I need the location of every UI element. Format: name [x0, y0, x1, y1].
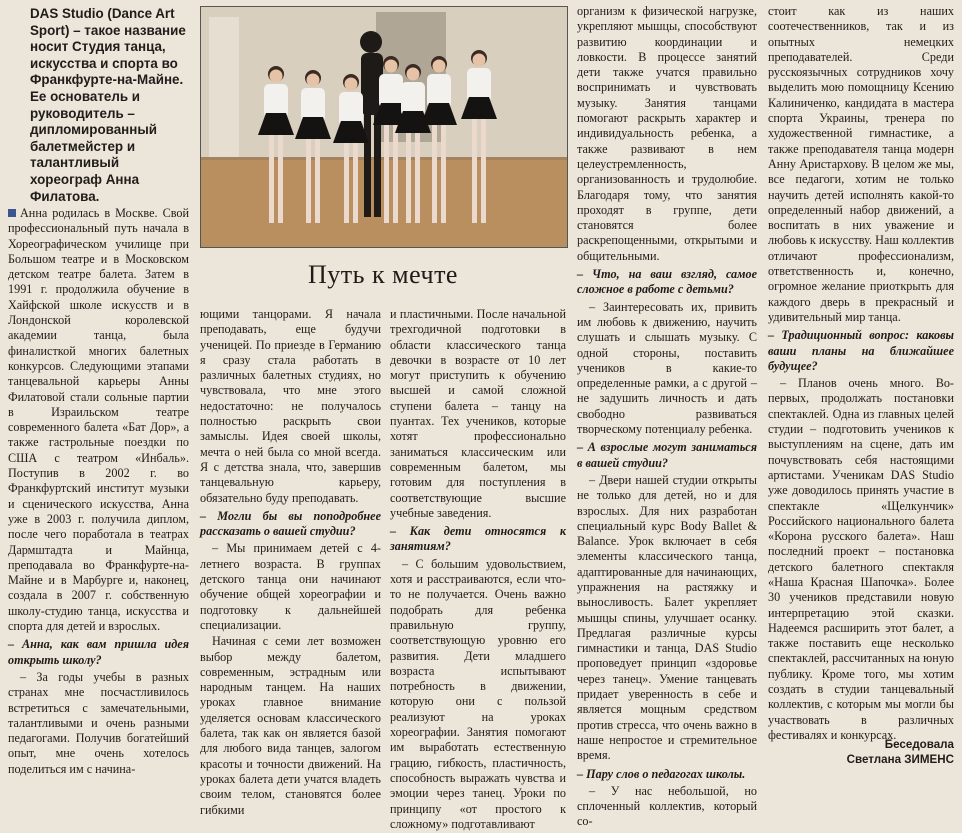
question: – А взрослые могут заниматься в вашей студии?	[577, 440, 757, 470]
question: – Как дети относятся к занятиям?	[390, 524, 566, 554]
question: – Пару слов о педагогах школы.	[577, 766, 746, 781]
column-4	[577, 4, 757, 831]
answer-paragraph: – У нас небольшой, но сплоченный коллектив, который со-	[577, 783, 757, 829]
answer-paragraph: – Планов очень много. Во-первых, продолжать постановки спектаклей. Одна из главных целей студии – подготовить учеников к выступлениям на сцене, дать им почувствовать себя настоящими артистами. Ученикам DAS Studio уже доводилось принять участие в спектакле «Щелкунчик» Российского национального балета «Корона русского балета». Наш последний проект – постановка детского балетного спектакля «Наша Красная Шапочка». Более 30 учеников представили новую интерпретацию этой сказки. Надеемся расширить этот балет, а также поставить еще несколько спектаклей, рассчитанных на юную публику. Кроме того, мы хотим создать в студии танцевальный коллектив, с которым мы могли бы участвовать в различных фестивалях и конкурсах.	[768, 376, 954, 742]
question: – Традиционный вопрос: каковы ваши планы на ближайшее будущее?	[768, 328, 954, 373]
intro-paragraph	[8, 206, 189, 634]
answer-paragraph: и пластичными. После начальной трехгодичной подготовки в области классического танца девочки в возрасте от 10 лет могут приступить к обучению высшей и самой сложной ступени балета – танцу на пуантах. Тех учеников, которые хотят профессионально заниматься классическим или современным балетом, мы готовим для поступления в соответствующие высшие учебные заведения.	[390, 307, 566, 520]
intro-text: Анна родилась в Москве. Свой профессиональный путь начала в Хореографическом училище при Большом театре и в Московском детском театре балета. Затем в 1991 г. продолжила обучение в Хайфской школе искусств и в Лондонской королевской академии танца, была финалисткой многих балетных конкурсов. Следующими этапами танцевальной карьеры Анны Филатовой стали сольные партии в Израильском театре современного балета «Бат Дор», а также гастрольные поездки по США с театром «Инбаль». Поступив в 2002 г. во Франкфуртский институт музыки и сценического искусства, Анна уже в 2003 г. получила диплом, после чего поработала в театрах Дармштадта и Майнца, преподавала во Франкфурте-на-Майне и в Марбурге и, наконец, создала в 2007 г. собственную школу-студию танца, искусства и спорта для детей и взрослых.	[8, 206, 189, 634]
answer-paragraph: ющими танцорами. Я начала преподавать, еще будучи ученицей. По приезде в Германию я сразу стала работать в различных балетных студиях, но чувствовала, что мне этого недостаточно: не получалось полностью раскрыть свои замыслы. Идея своей школы, мечта о ней была со мной всегда. Я с детства знала, что, завершив танцевальную карьеру, обязательно буду преподавать.	[200, 307, 381, 505]
answer-paragraph: – С большим удовольствием, хотя и расстраиваются, если что-то не получается. Очень важно подобрать для ребенка правильную группу, соответствующую уровню его развития. Дети младшего возраста испытывают потребность в движении, которую они с пользой реализуют на уроках хореографии. Занятия помогают им выработать естественную грацию, гибкость, пластичность, способность выражать чувства и эмоции через танец. Уроки по принципу «от простого к сложному» подготавливают	[390, 556, 566, 831]
answer-paragraph: стоит как из наших соотечественников, так и из опытных немецких преподавателей. Среди русскоязычных сотрудников хочу выделить мою помощницу Ксению Калиниченко, кандидата в мастера спорта Украины, тренера по художественной гимнастике, а также преподавателя танца модерн Анну Аристархову. В целом же мы, все педагоги, хотим не только научить детей исполнять какой-то определенный набор движений, а воспитать в них уважение и любовь к искусству. Наш коллектив отличают профессионализм, ответственность и, конечно, огромное желание приоткрыть для каждого дверь в прекрасный и удивительный мир танца.	[768, 4, 954, 324]
author-signature	[832, 737, 954, 767]
signature-author: Светлана ЗИМЕНС	[846, 753, 954, 766]
answer-paragraph: – Двери нашей студии открыты не только для детей, но и для взрослых. Для них разработан специальный курс Body Ballet & Balance. Урок включает в себя элементы классического танца, адаптированные для начинающих, упражнения на растяжку и выносливость. Балет укрепляет мышцы спины, улучшает осанку. Предлагая различные курсы гимнастики и танца, DAS Studio проповедует принцип «здоровье через танец». Умение танцевать придает уверенность в себе и является мощным средством против стресса, что очень важно в наше непростое и стремительное время.	[577, 472, 757, 763]
signature-label: Беседовала	[884, 738, 954, 751]
question: – Могли бы вы поподробнее рассказать о вашей студии?	[200, 508, 381, 539]
column-5	[768, 4, 954, 744]
column-2	[200, 307, 381, 819]
question: – Что, на ваш взгляд, самое сложное в работе с детьми?	[577, 267, 757, 297]
answer-paragraph: – За годы учебы в разных странах мне посчастливилось встретиться с замечательными, талантливыми и очень разными педагогами. Получив богатейший опыт, мне очень хотелось поделиться им с начина-	[8, 669, 189, 776]
answer-paragraph: – Заинтересовать их, привить им любовь к движению, научить слушать и слышать музыку. С одной стороны, поставить учеников в какие-то определенные рамки, а с другой – не задушить личность и дать свободно развиваться творческому потенциалу ребенка.	[577, 299, 757, 437]
column-3	[390, 307, 566, 833]
answer-paragraph: Начиная с семи лет возможен выбор между балетом, современным, эстрадным или народным танцем. На наших уроках главное внимание уделяется основам классического балета, так как он является базой для любого вида танцев, залогом красоты и точности движений. На уроках балета дети учатся владеть своим телом, становятся более гибкими	[200, 634, 381, 817]
answer-paragraph: организм к физической нагрузке, укрепляют мышцы, способствуют развитию координации и ловкости. В процессе занятий дети также учатся правильно воспринимать и чувствовать музыку. Занятия танцами помогают раскрыть характер и индивидуальность ребенка, а также развивают в нем целеустремленность, организованность и трудолюбие. Благодаря тому, что занятия проходят в группе, дети становятся более раскрепощенными, открытыми и общительными.	[577, 4, 757, 263]
column-1	[8, 206, 189, 778]
bullet-square-icon	[8, 209, 16, 217]
article-lead: DAS Studio (Dance Art Sport) – такое название носит Студия танца, искусства и спорта во Франкфурте-на-Майне. Ее основатель и руководитель – дипломированный балетмейстер и талантливый хореограф Анна Филатова.	[30, 6, 186, 204]
answer-paragraph: – Мы принимаем детей с 4-летнего возраста. В группах детского танца они начинают обучение общей хореографии и подготовку к дальнейшей специализации.	[200, 541, 381, 632]
question: – Анна, как вам пришла идея открыть школу?	[8, 637, 189, 667]
dancers-illustration	[201, 7, 567, 247]
article-title: Путь к мечте	[308, 260, 458, 289]
dance-class-photo	[200, 6, 568, 248]
